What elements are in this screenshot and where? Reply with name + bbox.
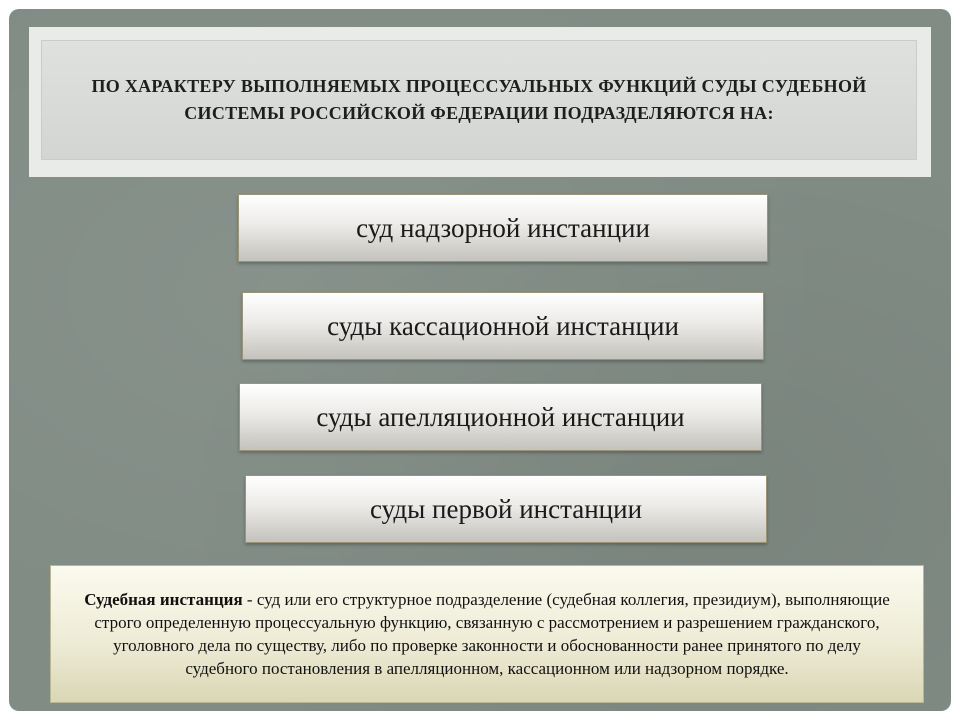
definition-term: Судебная инстанция — [84, 590, 243, 609]
definition-body: - суд или его структурное подразделение (судебная коллегия, президиум), выполняющие строго определенную процессуальную функцию, связанную с рассмотрением и разрешением гражданского, уголовного дела по существу, либо по проверке законности и обоснованности ранее принятого по делу судебного постановления в апелляционном, кассационном или надзорном порядке. — [94, 590, 890, 678]
definition-box — [50, 565, 924, 703]
court-label-appeal: суды апелляционной инстанции — [316, 401, 685, 432]
definition-text — [75, 588, 899, 680]
court-label-cassation: суды кассационной инстанции — [327, 310, 679, 341]
court-box-appeal — [239, 383, 762, 451]
title-band — [29, 27, 931, 177]
court-box-supervisory — [238, 194, 768, 262]
title-box — [41, 40, 917, 160]
slide — [9, 9, 951, 711]
court-box-first-instance — [245, 475, 767, 543]
court-box-cassation — [242, 292, 764, 360]
court-label-first-instance: суды первой инстанции — [369, 493, 643, 524]
slide-title: ПО ХАРАКТЕРУ ВЫПОЛНЯЕМЫХ ПРОЦЕССУАЛЬНЫХ ФУНКЦИЙ СУДЫ СУДЕБНОЙ СИСТЕМЫ РОССИЙСКОЙ ФЕДЕРАЦИИ ПОДРАЗДЕЛЯЮТСЯ НА: — [91, 76, 867, 123]
court-label-supervisory: суд надзорной инстанции — [356, 212, 650, 243]
